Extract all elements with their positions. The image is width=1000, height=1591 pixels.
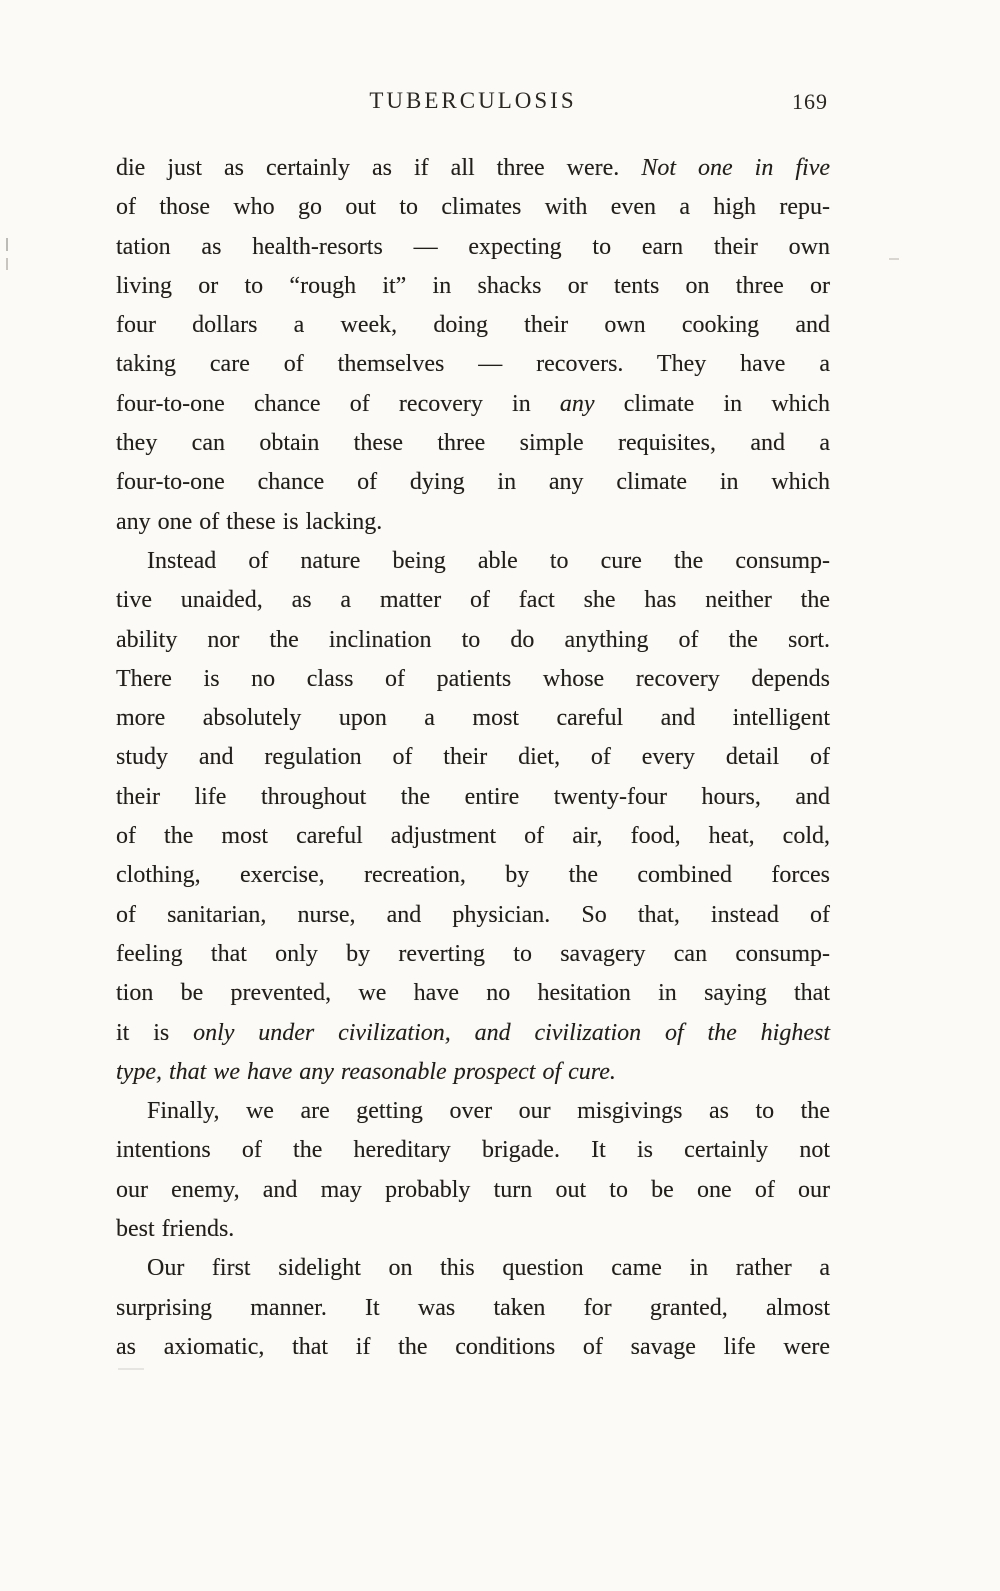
- text-line: [116, 188, 830, 227]
- text-line: [116, 1289, 830, 1328]
- text-line: [116, 621, 830, 660]
- paragraph: [116, 542, 830, 1092]
- text-line: [116, 778, 830, 817]
- text-line: [116, 385, 830, 424]
- paragraph: [116, 1092, 830, 1249]
- paragraph: [116, 149, 830, 542]
- text-line: [116, 581, 830, 620]
- text-segment: it is: [116, 1019, 194, 1046]
- text-segment: surprising manner. It was taken for granted, almost: [116, 1294, 830, 1321]
- text-line: [116, 699, 830, 738]
- text-line: [116, 1249, 830, 1288]
- text-line: [116, 1053, 830, 1092]
- text-line: [116, 306, 830, 345]
- text-segment: our enemy, and may probably turn out to be one of our: [116, 1176, 830, 1203]
- text-segment: feeling that only by reverting to savagery can consump-: [116, 940, 830, 967]
- scan-artifact-left-tick: [6, 238, 8, 251]
- text-line: [116, 1171, 830, 1210]
- paragraph: [116, 1249, 830, 1367]
- text-line: [116, 267, 830, 306]
- text-segment: Our first sidelight on this question came in rather a: [147, 1255, 830, 1282]
- text-line: [116, 1328, 830, 1367]
- text-segment: more absolutely upon a most careful and intelligent: [116, 705, 830, 732]
- text-segment: climate in which: [594, 390, 830, 417]
- italic-text: type, that we have any reasonable prospect of cure.: [116, 1058, 616, 1085]
- text-segment: clothing, exercise, recreation, by the combined forces: [116, 862, 830, 889]
- text-segment: ability nor the inclination to do anything of the sort.: [116, 626, 830, 653]
- text-line: [116, 856, 830, 895]
- text-line: [116, 1014, 830, 1053]
- text-segment: tation as health-resorts — expecting to earn their own: [116, 233, 830, 260]
- text-segment: of those who go out to climates with even a high repu-: [116, 194, 830, 221]
- text-line: [116, 935, 830, 974]
- text-line: [116, 974, 830, 1013]
- text-line: [116, 738, 830, 777]
- text-segment: of sanitarian, nurse, and physician. So that, instead of: [116, 901, 830, 928]
- text-line: [116, 345, 830, 384]
- text-line: [116, 149, 830, 188]
- text-line: [116, 1131, 830, 1170]
- text-line: [116, 896, 830, 935]
- italic-text: only under civilization, and civilization of the highest: [193, 1019, 830, 1046]
- running-header: [116, 88, 830, 120]
- text-segment: die just as certainly as if all three were.: [116, 155, 642, 181]
- text-segment: Finally, we are getting over our misgivings as to the: [147, 1098, 830, 1125]
- chapter-title: TUBERCULOSIS: [369, 88, 577, 113]
- scan-artifact-right-dash: [889, 258, 899, 260]
- text-segment: any one of these is lacking.: [116, 508, 383, 535]
- text-segment: four dollars a week, doing their own cooking and: [116, 312, 830, 339]
- text-segment: living or to “rough it” in shacks or tents on three or: [116, 272, 830, 299]
- text-line: [116, 542, 830, 581]
- text-line: [116, 424, 830, 463]
- italic-text: any: [559, 390, 595, 417]
- text-segment: tion be prevented, we have no hesitation in saying that: [116, 980, 830, 1007]
- page-content: [116, 88, 830, 1367]
- text-segment: of the most careful adjustment of air, food, heat, cold,: [116, 823, 830, 850]
- text-line: [116, 463, 830, 502]
- text-segment: best friends.: [116, 1216, 235, 1243]
- text-line: [116, 1210, 830, 1249]
- text-line: [116, 228, 830, 267]
- text-segment: four-to-one chance of dying in any climate in which: [116, 469, 830, 496]
- text-segment: Instead of nature being able to cure the consump-: [147, 547, 830, 574]
- scan-artifact-smudge: [118, 1368, 144, 1370]
- text-line: [116, 503, 830, 542]
- text-line: [116, 660, 830, 699]
- text-segment: study and regulation of their diet, of every detail of: [116, 744, 830, 771]
- italic-text: Not one in five: [641, 155, 830, 181]
- text-segment: they can obtain these three simple requisites, and a: [116, 430, 830, 457]
- text-segment: as axiomatic, that if the conditions of savage life were: [116, 1333, 830, 1360]
- text-segment: four-to-one chance of recovery in: [116, 390, 560, 417]
- text-line: [116, 1092, 830, 1131]
- text-segment: their life throughout the entire twenty-four hours, and: [116, 783, 830, 810]
- text-line: [116, 817, 830, 856]
- text-segment: intentions of the hereditary brigade. It is certainly not: [116, 1137, 830, 1164]
- text-segment: tive unaided, as a matter of fact she has neither the: [116, 587, 830, 614]
- text-segment: There is no class of patients whose recovery depends: [116, 665, 830, 692]
- scan-artifact-left-tick: [6, 258, 8, 270]
- text-block: [116, 149, 830, 1367]
- text-segment: taking care of themselves — recovers. They have a: [116, 351, 830, 378]
- page-number: 169: [792, 89, 828, 114]
